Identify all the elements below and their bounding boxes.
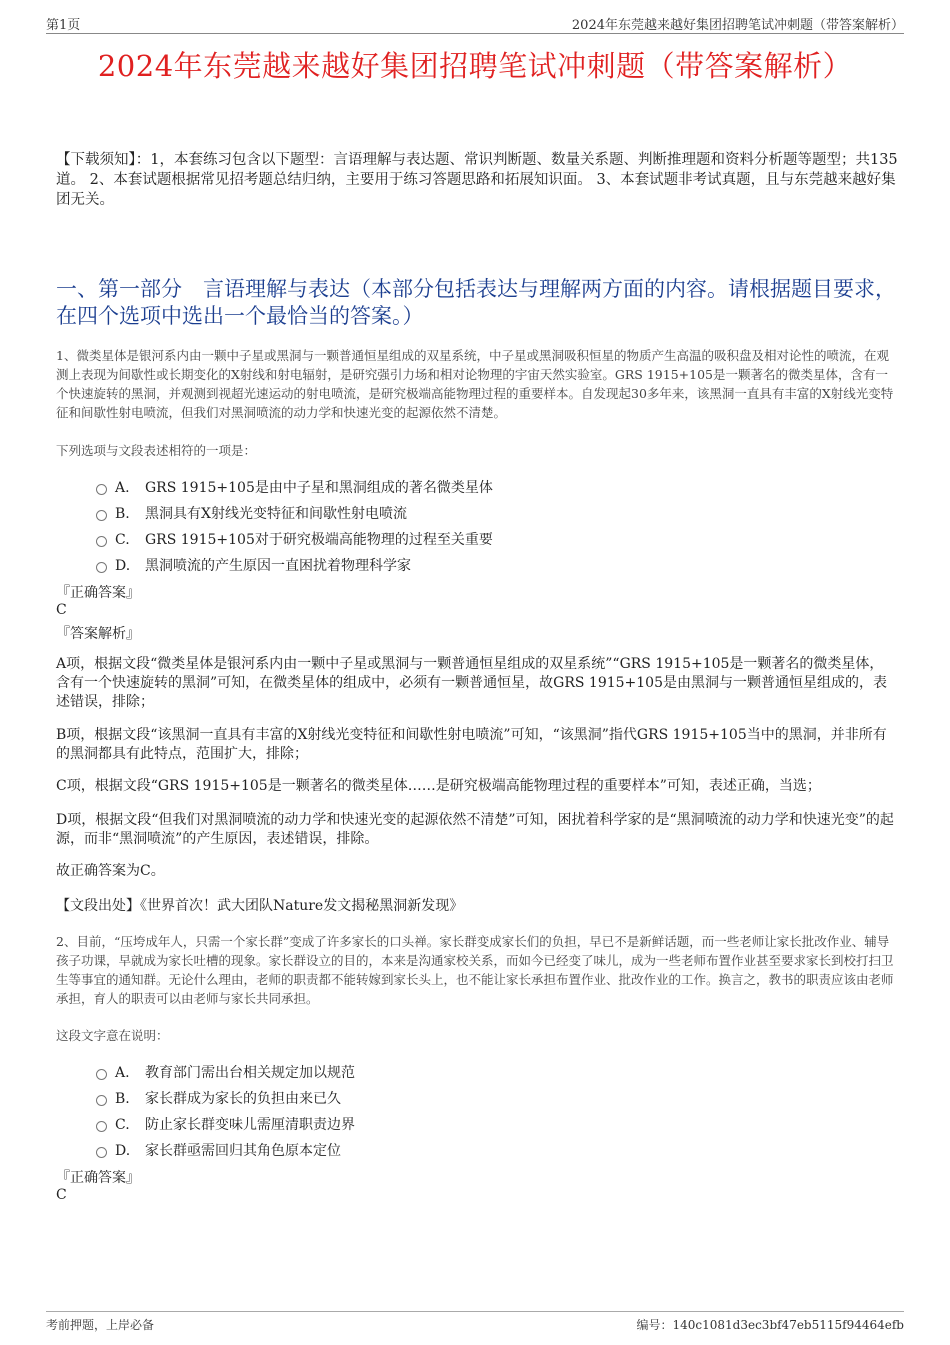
question-1-prompt: 下列选项与文段表述相符的一项是：: [56, 443, 257, 458]
radio-icon[interactable]: [96, 1095, 107, 1106]
question-1-answer: C: [56, 602, 67, 618]
question-2-option-c[interactable]: [96, 1114, 355, 1134]
option-letter: D.: [115, 558, 131, 574]
option-letter: A.: [115, 1065, 130, 1081]
question-1-option-d[interactable]: [96, 555, 411, 575]
download-notice: 【下载须知】：1，本套练习包含以下题型：言语理解与表达题、常识判断题、数量关系题、判断推理题和资料分析题等题型；共135道。 2、本套试题根据常见招考题总结归纳，主要用于练习答题思路和拓展知识面。 3、本套试题非考试真题，且与东莞越来越好集团无关。: [56, 152, 898, 208]
option-text: GRS 1915+105是由中子星和黑洞组成的著名微类星体: [145, 480, 493, 496]
question-1-option-c[interactable]: [96, 529, 493, 549]
option-text: 黑洞喷流的产生原因一直困扰着物理科学家: [145, 558, 411, 574]
question-1-option-b[interactable]: [96, 503, 407, 523]
question-2-prompt: 这段文字意在说明：: [56, 1028, 169, 1043]
option-text: 黑洞具有X射线光变特征和间歇性射电喷流: [145, 506, 407, 522]
option-text: 家长群亟需回归其角色原本定位: [145, 1143, 341, 1159]
question-2-answer-label: 『正确答案』: [56, 1170, 140, 1186]
footer-slogan: 考前押题，上岸必备: [46, 1318, 155, 1332]
radio-icon[interactable]: [96, 536, 107, 547]
radio-icon[interactable]: [96, 562, 107, 573]
header-doc-title: 2024年东莞越来越好集团招聘笔试冲刺题（带答案解析）: [571, 18, 904, 33]
option-text: 防止家长群变味儿需厘清职责边界: [145, 1117, 355, 1133]
option-letter: D.: [115, 1143, 131, 1159]
radio-icon[interactable]: [96, 1069, 107, 1080]
question-2-option-a[interactable]: [96, 1062, 355, 1082]
radio-icon[interactable]: [96, 510, 107, 521]
question-1-answer-label: 『正确答案』: [56, 585, 140, 601]
question-2-answer: C: [56, 1187, 67, 1203]
question-1-analysis-d: D项，根据文段“但我们对黑洞喷流的动力学和快速光变的起源依然不清楚”可知，困扰着科学家的是“黑洞喷流的动力学和快速光变”的起源，而非“黑洞喷流”的产生原因，表述错误，排除。: [56, 812, 894, 847]
question-1-analysis-b: B项，根据文段“该黑洞一直具有丰富的X射线光变特征和间歇性射电喷流”可知，“该黑洞”指代GRS 1915+105当中的黑洞，并非所有的黑洞都具有此特点，范围扩大，排除；: [56, 727, 887, 762]
radio-icon[interactable]: [96, 1121, 107, 1132]
question-1-option-a[interactable]: [96, 477, 493, 497]
option-text: GRS 1915+105对于研究极端高能物理的过程至关重要: [145, 532, 493, 548]
option-text: 家长群成为家长的负担由来已久: [145, 1091, 341, 1107]
question-2-passage: 2、目前，“压垮成年人，只需一个家长群”变成了许多家长的口头禅。家长群变成家长们的负担，早已不是新鲜话题，而一些老师让家长批改作业、辅导孩子功课，早就成为家长吐槽的现象。家长群设立的目的，本来是沟通家校关系，而如今已经变了味儿，成为一些老师布置作业甚至要求家长到校打扫卫生等事宜的通知群。无论什么理由，老师的职责都不能转嫁到家长头上，也不能让家长承担布置作业、批改作业的工作。换言之，教书的职责应该由老师承担，育人的职责可以由老师与家长共同承担。: [56, 934, 894, 1006]
question-1-analysis-c: C项，根据文段“GRS 1915+105是一颗著名的微类星体……是研究极端高能物理过程的重要样本”可知，表述正确，当选；: [56, 778, 821, 794]
section-heading: 一、第一部分 言语理解与表达（本部分包括表达与理解两方面的内容。请根据题目要求，在四个选项中选出一个最恰当的答案。）: [56, 277, 896, 328]
header-page-number: 第1页: [46, 18, 81, 33]
question-2-option-b[interactable]: [96, 1088, 341, 1108]
question-1-analysis-label: 『答案解析』: [56, 626, 140, 642]
radio-icon[interactable]: [96, 484, 107, 495]
question-1-analysis-a: A项，根据文段“微类星体是银河系内由一颗中子星或黑洞与一颗普通恒星组成的双星系统”“GRS 1915+105是一颗著名的微类星体，含有一个快速旋转的黑洞”可知，在微类星体的组成中，必须有一颗普通恒星，故GRS 1915+105是由黑洞与一颗普通恒星组成的，表述错误，排除；: [56, 656, 888, 710]
option-letter: C.: [115, 1117, 130, 1133]
header-divider: [46, 33, 904, 34]
question-1-conclusion: 故正确答案为C。: [56, 863, 165, 879]
footer-serial-number: 编号：140c1081d3ec3bf47eb5115f94464efb: [636, 1318, 904, 1332]
option-letter: B.: [115, 1091, 130, 1107]
question-1-passage: 1、微类星体是银河系内由一颗中子星或黑洞与一颗普通恒星组成的双星系统，中子星或黑洞吸积恒星的物质产生高温的吸积盘及相对论性的喷流，在观测上表现为间歇性或长期变化的X射线和射电辐射，是研究强引力场和相对论物理的宇宙天然实验室。GRS 1915+105是一颗著名的微类星体，含有一个快速旋转的黑洞，并观测到视超光速运动的射电喷流，是研究极端高能物理过程的重要样本。自发现起30多年来，该黑洞一直具有丰富的X射线光变特征和间歇性射电喷流，但我们对黑洞喷流的动力学和快速光变的起源依然不清楚。: [56, 348, 894, 420]
document-title: 2024年东莞越来越好集团招聘笔试冲刺题（带答案解析）: [97, 49, 853, 83]
option-letter: B.: [115, 506, 130, 522]
question-2-option-d[interactable]: [96, 1140, 341, 1160]
option-text: 教育部门需出台相关规定加以规范: [145, 1065, 355, 1081]
footer-divider: [46, 1311, 904, 1312]
option-letter: A.: [115, 480, 130, 496]
question-1-source: 【文段出处】《世界首次！武大团队Nature发文揭秘黑洞新发现》: [56, 898, 464, 914]
radio-icon[interactable]: [96, 1147, 107, 1158]
option-letter: C.: [115, 532, 130, 548]
